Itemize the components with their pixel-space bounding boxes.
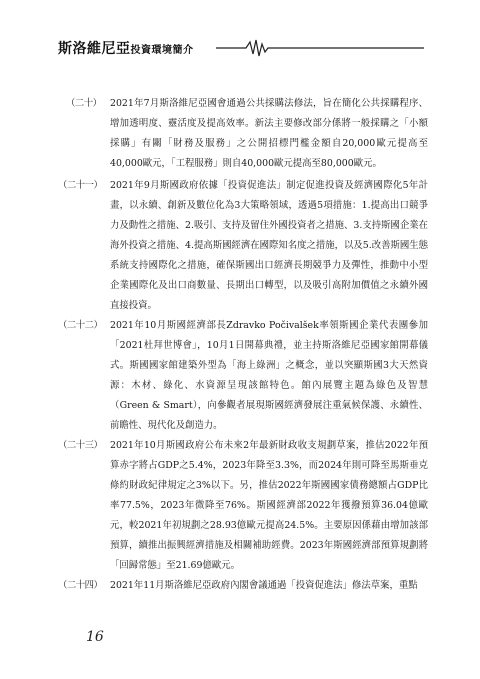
item-text: 2021年9月斯國政府依據「投資促進法」制定促進投資及經濟國際化5年計畫，以永續、創新及數位化為3大策略領域，透過5項措施：1.提高出口競爭力及動性之措施、2.吸引、支持及留住外國投資者之措施、3.支持斯國企業在海外投資之措施、4.提高斯國經濟在國際知名度之措施，以及5.改善斯國生態系統支持國際化之措施，確保斯國出口經濟長期競爭力及彈性，推動中小型企業國際化及出口商數量、長期出口轉型，以及吸引高附加價值之永續外國直接投資。: [110, 180, 428, 311]
header-title-sub: 投資環境簡介: [130, 45, 194, 56]
list-item: [58, 316, 428, 436]
item-number: （二十四）: [58, 580, 103, 591]
item-text: 2021年10月斯國經濟部長Zdravko Počivalšek率領斯國企業代表團參加「2021杜拜世博會」，10月1日開幕典禮，並主持斯洛維尼亞國家館開幕儀式。斯國國家館建築外型為「海上綠洲」之概念，並以突顯斯國3大天然資源：木材、綠化、水資源呈現該館特色。館內展覽主題為綠色及智慧（Green & Smart），向參觀者展現斯國經濟發展注重氣候保護、永續性、前瞻性、現代化及創造力。: [110, 320, 428, 431]
item-number: （二十一）: [58, 180, 103, 191]
page-number: 16: [86, 629, 104, 645]
running-header: [58, 36, 424, 58]
list-item: [58, 176, 428, 316]
list-item: [58, 436, 428, 576]
item-number: （二十）: [66, 98, 102, 109]
item-text: 2021年11月斯洛維尼亞政府內閣會議通過「投資促進法」修法草案，重點: [110, 580, 418, 591]
item-number: （二十二）: [58, 320, 103, 331]
item-number: （二十三）: [58, 440, 103, 451]
list-item: [58, 576, 428, 596]
header-title: [58, 38, 194, 58]
document-body: [58, 94, 428, 596]
item-text: 2021年10月斯國政府公布未來2年最新財政收支規劃草案，推估2022年預算赤字將占GDP之5.4%，2023年降至3.3%，而2024年則可降至馬斯垂克條約財政紀律規定之3%以下。另，推估2022年斯國國家債務總額占GDP比率77.5%，2023年微降至76%。斯國經濟部2022年獲撥預算36.04億歐元，較2021年初規劃之28.93億歐元提高24.5%。主要原因係藉由增加該部預算，續推出振興經濟措施及相關補助經費。2023年斯國經濟部預算規劃將「回歸常態」至21.69億歐元。: [110, 440, 428, 571]
header-title-main: 斯洛維尼亞: [58, 41, 131, 57]
item-text: 2021年7月斯洛維尼亞國會通過公共採購法修法，旨在簡化公共採購程序、增加透明度、靈活度及提高效率。新法主要修改部分係將一般採購之「小額採購」有關「財務及服務」之公開招標門檻金額自20,000歐元提高至40,000歐元，「工程服務」則自40,000歐元提高至80,000歐元。: [110, 98, 428, 169]
header-wave-line-decoration: [216, 36, 424, 58]
list-item: [58, 94, 428, 174]
